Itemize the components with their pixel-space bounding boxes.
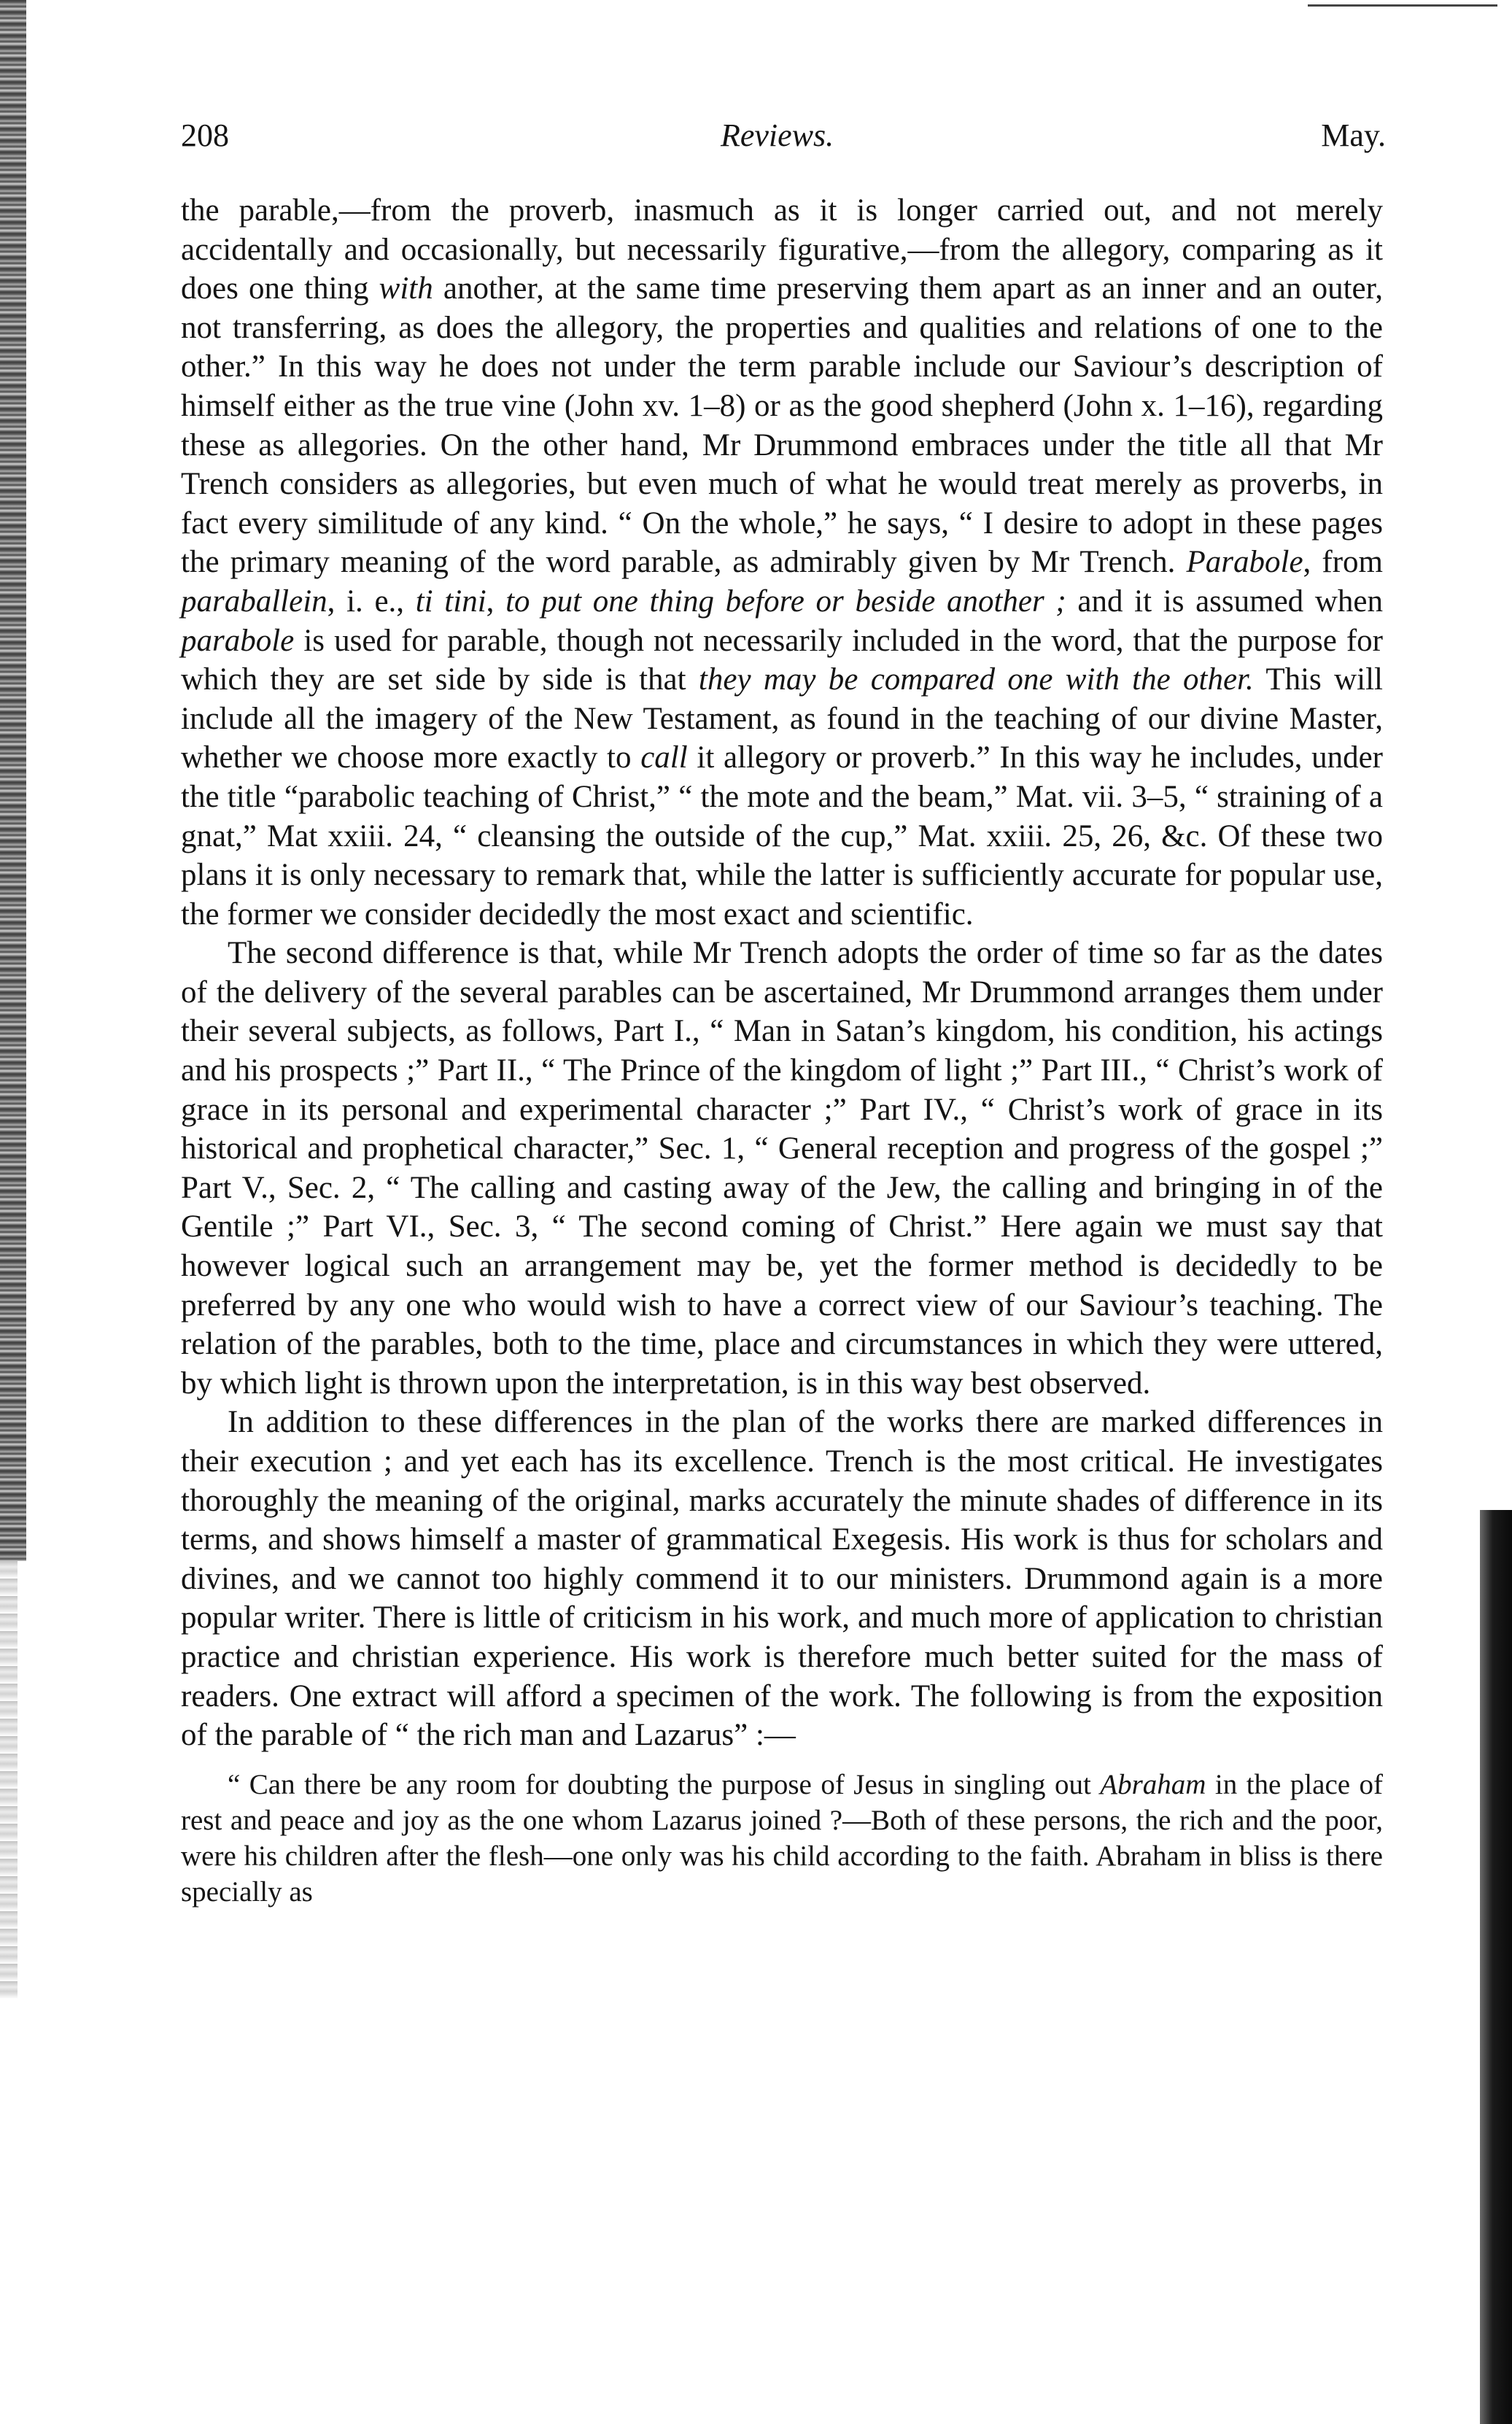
italic-text: parabole xyxy=(181,623,295,658)
book-binding-edge xyxy=(0,0,26,1561)
text-run: another, at the same time preserving them apart as an inner and an outer, not transferring, as does the allegory, the properties and qualities and relations of one to the other.” In this way he does not under the term parable include our Saviour’s description of himself either as the true vine (John xv. 1–8) or as the good shepherd (John x. 1–16), regarding these as allegories. On the other hand, Mr Drummond embraces under the title all that Mr Trench considers as allegories, but even much of what he would treat merely as proverbs, in fact every similitude of any kind. “ On the whole,” he says, “ I desire to adopt in these pages the primary meaning of the word parable, as admirably given by Mr Trench. xyxy=(181,271,1383,580)
text-run: In addition to these differences in the plan of the works there are marked differences in their execution ; and yet each has its excellence. Trench is the most critical. He investigates thoroughly the meaning of the original, marks accurately the minute shades of difference in its terms, and shows himself a master of grammatical Exegesis. His work is thus for scholars and divines, and we cannot too highly commend it to our ministers. Drummond again is a more popular writer. There is little of criticism in his work, and much more of application to christian practice and christian experience. His work is therefore much better suited for the mass of readers. One extract will afford a specimen of the work. The following is from the exposition of the parable of “ the rich man and Lazarus” :— xyxy=(181,1405,1383,1753)
italic-text: with xyxy=(379,271,433,306)
text-run: , i. e., xyxy=(327,584,416,619)
text-run: The second difference is that, while Mr Trench adopts the order of time so far as the dates of the delivery of the several parables can be ascertained, Mr Drummond arranges them under their several subjects, as follows, Part I., “ Man in Satan’s kingdom, his condition, his actings and his prospects ;” Part II., “ The Prince of the kingdom of light ;” Part III., “ Christ’s work of grace in its personal and experimental character ;” Part IV., “ Christ’s work of grace in its historical and prophetical character,” Sec. 1, “ General reception and progress of the gospel ;” Part V., Sec. 2, “ The calling and casting away of the Jew, the calling and bringing in of the Gentile ;” Part VI., Sec. 3, “ The second coming of Christ.” Here again we must say that however logical such an arrangement may be, yet the former method is decidedly to be preferred by any one who would wish to have a correct view of our Saviour’s teaching. The relation of the parables, both to the time, place and circumstances in which they were uttered, by which light is thrown upon the interpretation, is in this way best observed. xyxy=(181,936,1383,1401)
italic-text: Parabole xyxy=(1186,545,1303,580)
text-run: This will include all the imagery of the New Testament, as found in the teaching of our divine Master, whether we choose more exactly to xyxy=(181,662,1383,775)
page-header xyxy=(181,117,1386,168)
text-run: the parable,—from the proverb, inasmuch as it is longer carried out, and not merely accidentally and occasionally, but necessarily figurative,—from the allegory, comparing as it does one thing xyxy=(181,193,1383,306)
article-body xyxy=(181,191,1383,1910)
italic-text: they may be compared one with the other. xyxy=(698,662,1254,697)
text-run: “ Can there be any room for doubting the purpose of Jesus in singling out xyxy=(228,1768,1101,1800)
body-paragraph xyxy=(181,934,1383,1403)
italic-text: paraballein xyxy=(181,584,327,619)
page-edge-shadow xyxy=(1480,1510,1512,2424)
scan-margin-mark xyxy=(1308,4,1497,7)
body-paragraph xyxy=(181,1403,1383,1754)
text-run: in the place of rest and peace and joy as the one whom Lazarus joined ?—Both of these persons, the rich and the poor, were his children after the flesh—one only was his child according to the faith. Abraham in bliss is there specially as xyxy=(181,1768,1384,1908)
text-run: , xyxy=(486,584,506,619)
block-quote-paragraph xyxy=(181,1767,1383,1910)
italic-text: Abraham xyxy=(1100,1768,1206,1800)
text-run: is used for parable, though not necessarily included in the word, that the purpose for which they are set side by side is that xyxy=(181,623,1383,697)
italic-text: to put one thing before or beside another ; xyxy=(505,584,1066,619)
text-run: it allegory or proverb.” In this way he includes, under the title “parabolic teaching of Christ,” “ the mote and the beam,” Mat. vii. 3–5, “ straining of a gnat,” Mat xxiii. 24, “ cleansing the outside of the cup,” Mat. xxiii. 25, 26, &c. Of these two plans it is only necessary to remark that, while the latter is sufficiently accurate for popular use, the former we consider decidedly the most exact and scientific. xyxy=(181,740,1383,932)
issue-month: May. xyxy=(1321,117,1386,153)
text-run: and it is assumed when xyxy=(1066,584,1383,619)
italic-text: ti tini xyxy=(415,584,486,619)
book-binding-edge-lower xyxy=(0,1561,18,1999)
body-paragraph xyxy=(181,191,1383,934)
text-run: , from xyxy=(1303,545,1383,580)
italic-text: call xyxy=(640,740,688,775)
page-number: 208 xyxy=(181,117,229,153)
running-title: Reviews. xyxy=(721,117,834,153)
